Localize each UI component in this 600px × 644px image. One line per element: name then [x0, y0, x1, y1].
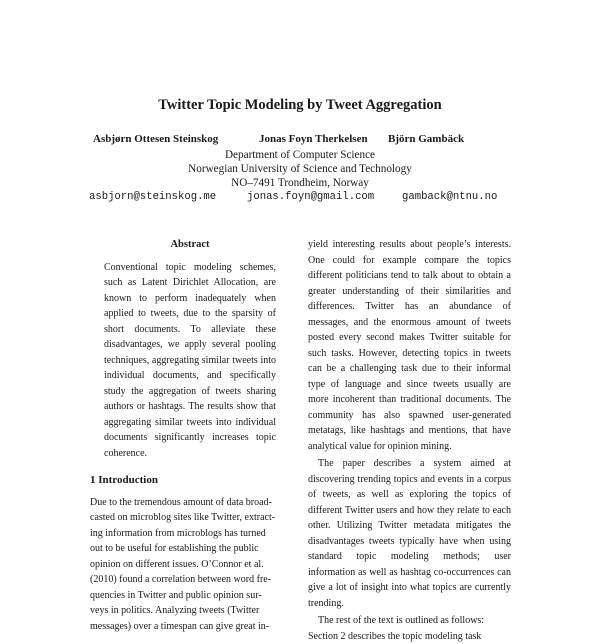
right-column	[308, 237, 511, 644]
text-line: Section 2 describes the topic modeling task	[308, 629, 511, 644]
abstract-heading: Abstract	[90, 237, 290, 253]
introduction-text	[90, 495, 290, 635]
text-line: messages) over a timespan can give great in-	[90, 619, 290, 635]
left-column	[90, 237, 290, 634]
author-name: Asbjørn Ottesen Steinskog	[93, 133, 218, 145]
author-name: Jonas Foyn Therkelsen	[259, 133, 368, 145]
text-line: The rest of the text is outlined as follows:	[308, 613, 511, 629]
text-line: opinion on different issues. O’Connor et al.	[90, 557, 290, 573]
author-email: jonas.foyn@gmail.com	[247, 191, 374, 203]
author-email: gamback@ntnu.no	[402, 191, 497, 203]
abstract-text: Conventional topic modeling schemes, such as Latent Dirichlet Allocation, are known to perform inadequately when applied to tweets, due to the sparsity of short documents. To alleviate these disadvantages, we apply several pooling techniques, aggregating similar tweets into individual documents, and specifically study the aggregation of tweets sharing authors or hashtags. The results show that aggregating similar tweets into individual documents significantly increases topic coherence.	[104, 260, 276, 462]
affiliation-university: Norwegian University of Science and Technology	[0, 163, 600, 175]
text-line: casted on microblog sites like Twitter, extract-	[90, 510, 290, 526]
text-line: ing information from microblogs has turned	[90, 526, 290, 542]
body-paragraph: yield interesting results about people’s interests. One could for example compare the topics different politicians tend to talk about to obtain a greater understanding of their similarities and differences. Twitter has an abundance of messages, and the enormous amount of tweets posted every second makes Twitter suitable for such tasks. However, detecting topics in tweets can be a challenging task due to their informal type of language and since tweets usually are more incoherent than traditional documents. The community has also spawned user-generated metatags, like hashtags and mentions, that have analytical value for opinion mining.	[308, 237, 511, 454]
paper-title: Twitter Topic Modeling by Tweet Aggregation	[0, 97, 600, 114]
text-line: Due to the tremendous amount of data broad-	[90, 495, 290, 511]
author-name: Björn Gambäck	[388, 133, 464, 145]
body-paragraph	[308, 613, 511, 644]
affiliation-department: Department of Computer Science	[0, 149, 600, 161]
author-list	[0, 133, 600, 149]
affiliation-address: NO–7491 Trondheim, Norway	[0, 177, 600, 189]
text-line: (2010) found a correlation between word fre-	[90, 572, 290, 588]
section-heading-introduction: 1 Introduction	[90, 473, 290, 489]
body-paragraph: The paper describes a system aimed at discovering trending topics and events in a corpus of tweets, as well as exploring the topics of different Twitter users and how they relate to each other. Utilizing Twitter metadata mitigates the disadvantages tweets typically have when using standard topic modeling methods; user information as well as hashtag co-occurrences can give a lot of insight into what topics are currently trending.	[308, 456, 511, 611]
text-line: out to be useful for establishing the public	[90, 541, 290, 557]
email-list	[0, 191, 600, 207]
text-line: veys in politics. Analyzing tweets (Twitter	[90, 603, 290, 619]
text-line: quencies in Twitter and public opinion sur-	[90, 588, 290, 604]
author-email: asbjorn@steinskog.me	[89, 191, 216, 203]
